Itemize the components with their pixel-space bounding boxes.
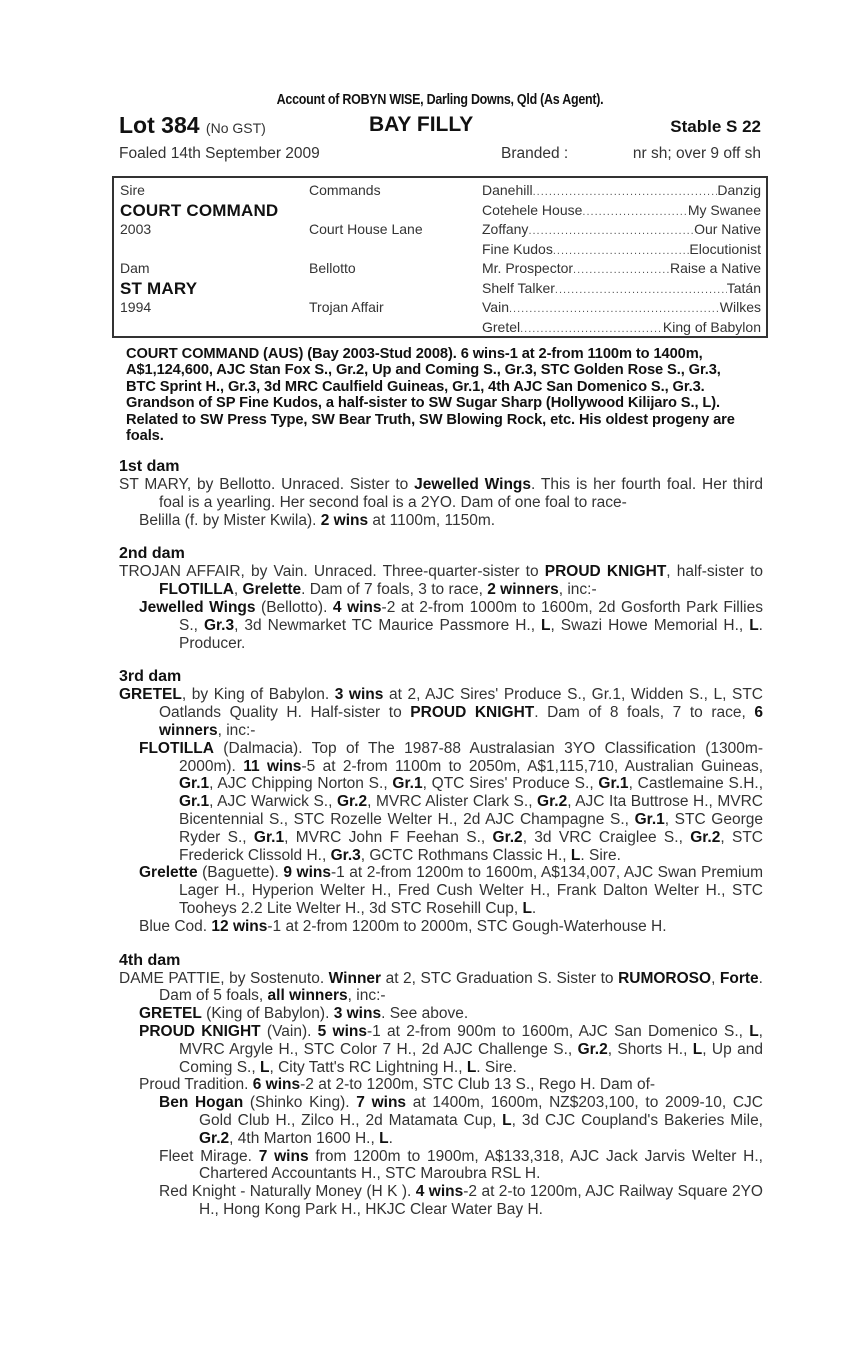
grandsire-maternal: Bellotto (309, 260, 356, 276)
female-family-section (119, 458, 763, 1219)
leader-dots (582, 203, 687, 223)
granddam-maternal: Trojan Affair (309, 299, 384, 315)
leader-dots (573, 261, 670, 281)
ancestor-row: Cotehele House ..... My Swanee (482, 201, 761, 221)
lot-row (119, 111, 761, 139)
progeny-entry: Fleet Mirage. 7 wins from 1200m to 1900m, A$133,318, AJC Jack Jarvis Welter H., Chartered Accountants H., STC Maroubra RSL H. (159, 1147, 763, 1183)
dam-heading: 3rd dam (119, 668, 182, 686)
progeny-entry: Blue Cod. 12 wins-1 at 2-from 1200m to 2000m, STC Gough-Waterhouse H. (139, 917, 667, 935)
progeny-entry: Belilla (f. by Mister Kwila). 2 wins at 1100m, 1150m. (139, 511, 496, 529)
pedigree-parents-column (120, 181, 300, 318)
gst-note: (No GST) (205, 120, 266, 136)
dam-label: Dam (120, 260, 150, 276)
branded-label: Branded : (501, 145, 569, 162)
progeny-entry: PROUD KNIGHT (Vain). 5 wins-1 at 2-from 900m to 1600m, AJC San Domenico S., L, MVRC Argyle H., STC Color 7 H., 2d AJC Challenge S., Gr.2, Shorts H., L, Up and Coming S., L, City Tatt's RC Lightning H., L. Sire. (139, 1022, 763, 1076)
foaled-row (119, 142, 761, 166)
dam-year: 1994 (120, 299, 152, 315)
ancestor-row: Vain ..... Wilkes (482, 298, 761, 318)
pedigree-third-generation-column (482, 181, 761, 337)
ancestor-row: Mr. Prospector ..... Raise a Native (482, 259, 761, 279)
branded-value: nr sh; over 9 off sh (632, 145, 761, 162)
catalogue-page-header (119, 90, 761, 166)
leader-dots (553, 242, 690, 262)
lot-number (119, 111, 266, 142)
dam-description: DAME PATTIE, by Sostenuto. Winner at 2, STC Graduation S. Sister to RUMOROSO, Forte. Dam of 5 foals, all winners, inc:- (119, 969, 763, 1005)
leader-dots (555, 281, 727, 301)
sex-colour: BAY FILLY (369, 113, 474, 136)
sire-summary-paragraph: COURT COMMAND (AUS) (Bay 2003-Stud 2008). 6 wins-1 at 2-from 1100m to 1400m, A$1,124,600, AJC Stan Fox S., Gr.2, Up and Coming S., Gr.3, STC Golden Rose S., Gr.3, BTC Sprint H., Gr.3, 3d MRC Caulfield Guineas, Gr.1, 4th AJC San Domenico S., Gr.3. Grandson of SP Fine Kudos, a half-sister to SW Sugar Sharp (Hollywood Kilijaro S., L). Related to SW Press Type, SW Bear Truth, SW Blowing Rock, etc. His oldest progeny are foals. (126, 345, 735, 445)
ancestor-row: Zoffany ..... Our Native (482, 220, 761, 240)
foaled-date: Foaled 14th September 2009 (119, 145, 320, 162)
dam-heading: 2nd dam (119, 545, 185, 563)
vendor-account-line: Account of ROBYN WISE, Darling Downs, Qld (As Agent). (276, 92, 604, 108)
sire-year: 2003 (120, 221, 152, 237)
ancestor-row: Gretel ..... King of Babylon (482, 318, 761, 338)
dam-heading: 1st dam (119, 458, 180, 475)
granddam-paternal: Court House Lane (309, 221, 423, 237)
dam-name: ST MARY (120, 278, 198, 298)
progeny-entry: Proud Tradition. 6 wins-2 at 2-to 1200m, STC Club 13 S., Rego H. Dam of- (139, 1076, 656, 1094)
pedigree-table (112, 176, 768, 338)
progeny-entry: Grelette (Baguette). 9 wins-1 at 2-from 1200m to 1600m, A$134,007, AJC Swan Premium Lager H., Hyperion Welter H., Fred Cush Welter H., Frank Dalton Welter H., STC Tooheys 2.2 Lite Welter H., 3d STC Rosehill Cup, L. (139, 864, 763, 917)
leader-dots (528, 222, 694, 242)
progeny-entry: FLOTILLA (Dalmacia). Top of The 1987-88 Australasian 3YO Classification (1300m-2000m). 11 wins-5 at 2-from 1100m to 2050m, A$1,115,710, Australian Guineas, Gr.1, AJC Chipping Norton S., Gr.1, QTC Sires' Produce S., Gr.1, Castlemaine S.H., Gr.1, AJC Warwick S., Gr.2, MVRC Alister Clark S., Gr.2, AJC Ita Buttrose H., MVRC Bicentennial S., STC Rozelle Welter H., 2d AJC Champagne S., Gr.1, STC George Ryder S., Gr.1, MVRC John F Feehan S., Gr.2, 3d VRC Craiglee S., Gr.2, STC Frederick Clissold H., Gr.3, GCTC Rothmans Classic H., L. Sire. (139, 739, 764, 864)
ancestor-row: Fine Kudos ..... Elocutionist (482, 240, 761, 260)
leader-dots (520, 320, 663, 340)
progeny-entry: GRETEL (King of Babylon). 3 wins. See above. (139, 1005, 469, 1023)
pedigree-grandparents-column (309, 181, 479, 318)
sire-label: Sire (120, 182, 145, 198)
ancestor-row: Danehill ..... Danzig (482, 181, 761, 201)
dam-description: ST MARY, by Bellotto. Unraced. Sister to Jewelled Wings. This is her fourth foal. Her third foal is a yearling. Her second foal is a 2YO. Dam of one foal to race- (119, 476, 763, 511)
ancestor-row: Shelf Talker ..... Tatán (482, 279, 761, 299)
lot-label: Lot 384 (119, 112, 200, 138)
progeny-entry: Red Knight - Naturally Money (H K ). 4 wins-2 at 2-to 1200m, AJC Railway Square 2YO H., Hong Kong Park H., HKJC Clear Water Bay H. (159, 1183, 763, 1218)
progeny-entry: Jewelled Wings (Bellotto). 4 wins-2 at 2-from 1000m to 1600m, 2d Gosforth Park Fillies S., Gr.3, 3d Newmarket TC Maurice Passmore H., L, Swazi Howe Memorial H., L. Producer. (139, 598, 763, 652)
sire-name: COURT COMMAND (120, 200, 279, 220)
grandsire-paternal: Commands (309, 182, 381, 198)
progeny-entry: Ben Hogan (Shinko King). 7 wins at 1400m, 1600m, NZ$203,100, to 2009-10, CJC Gold Club H., Zilco H., 2d Matamata Cup, L, 3d CJC Coupland's Bakeries Mile, Gr.2, 4th Marton 1600 H., L. (159, 1094, 764, 1147)
dam-heading: 4th dam (119, 951, 181, 969)
dam-description: TROJAN AFFAIR, by Vain. Unraced. Three-quarter-sister to PROUD KNIGHT, half-sister to FLOTILLA, Grelette. Dam of 7 foals, 3 to race, 2 winners, inc:- (119, 563, 763, 599)
stable-location: Stable S 22 (670, 117, 761, 136)
dam-description: GRETEL, by King of Babylon. 3 wins at 2, AJC Sires' Produce S., Gr.1, Widden S., L, STC Oatlands Quality H. Half-sister to PROUD KNIGHT. Dam of 8 foals, 7 to race, 6 winners, inc:- (119, 686, 763, 739)
